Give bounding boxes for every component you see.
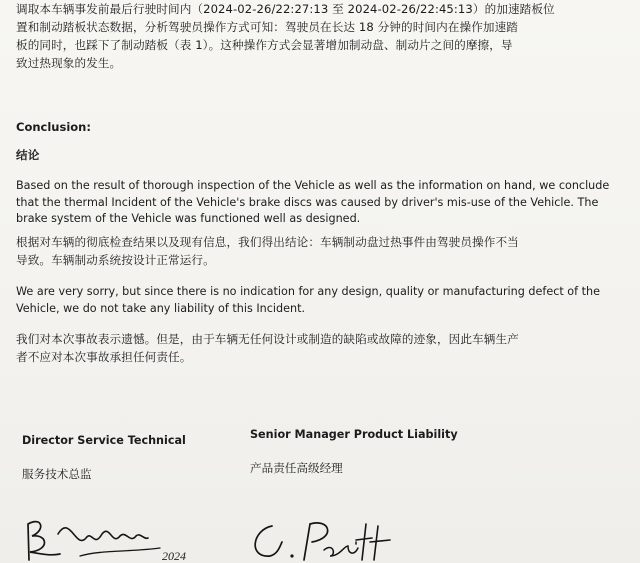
intro-line-1: 调取本车辆事发前最后行驶时间内（2024-02-26/22:27:13 至 2024-02-26/22:45:13）的加速踏板位 — [16, 2, 555, 16]
para2-cn-line-2: 者不应对本次事故承担任何责任。 — [16, 350, 192, 364]
para1-cn-line-2: 导致。车辆制动系统按设计正常运行。 — [16, 253, 215, 267]
signatory-1-title-cn: 服务技术总监 — [22, 467, 92, 481]
conclusion-heading-en: Conclusion: — [16, 120, 91, 134]
conclusion-paragraph-2-cn — [16, 330, 620, 366]
intro-paragraph-cn — [16, 0, 620, 72]
signature-1-date: 2024 — [162, 549, 186, 563]
signature-1-image — [20, 510, 220, 563]
intro-line-2: 置和制动踏板状态数据，分析驾驶员操作方式可知：驾驶员在长达 18 分钟的时间内在操作加速踏 — [16, 20, 518, 34]
conclusion-paragraph-1-cn — [16, 233, 620, 269]
para1-en-line-3: brake system of the Vehicle was functioned well as designed. — [16, 212, 361, 225]
para1-en-line-1: Based on the result of thorough inspection of the Vehicle as well as the information on hand, we conclude — [16, 179, 610, 192]
para2-en-line-2: Vehicle, we do not take any liability of this Incident. — [16, 301, 306, 315]
para1-en-line-2: that the thermal Incident of the Vehicle's brake discs was caused by driver's mis-use of the Vehicle. The — [16, 195, 599, 209]
conclusion-paragraph-1-en — [16, 178, 620, 228]
signatory-2-title-en: Senior Manager Product Liability — [250, 428, 458, 441]
signatory-1-title-en: Director Service Technical — [22, 434, 186, 447]
signatory-2-title-cn: 产品责任高级经理 — [250, 461, 343, 475]
intro-line-4: 致过热现象的发生。 — [16, 56, 122, 70]
para1-cn-line-1: 根据对车辆的彻底检查结果以及现有信息，我们得出结论：车辆制动盘过热事件由驾驶员操作不当 — [16, 235, 519, 249]
para2-cn-line-1: 我们对本次事故表示遗憾。但是，由于车辆无任何设计或制造的缺陷或故障的迹象，因此车辆生产 — [16, 332, 519, 346]
para2-en-line-1: We are very sorry, but since there is no indication for any design, quality or manufacturing defect of the — [16, 285, 600, 298]
conclusion-paragraph-2-en — [16, 284, 620, 317]
conclusion-heading-cn: 结论 — [16, 148, 40, 162]
intro-line-3: 板的同时，也踩下了制动踏板（表 1）。这种操作方式会显著增加制动盘、制动片之间的摩擦，导 — [16, 38, 513, 52]
signature-2-image — [244, 516, 414, 563]
